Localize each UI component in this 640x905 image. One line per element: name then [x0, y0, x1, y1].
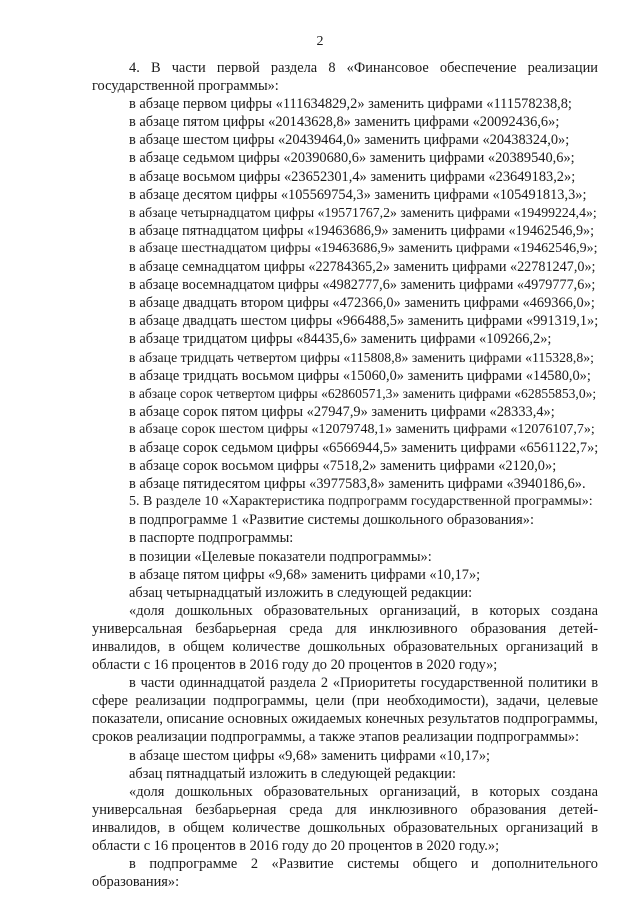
paragraph: в абзаце восемнадцатом цифры «4982777,6» заменить цифрами «4979777,6»; [129, 277, 596, 294]
paragraph: в подпрограмме 1 «Развитие системы дошкольного образования»: [129, 512, 534, 529]
paragraph: в абзаце двадцать втором цифры «472366,0» заменить цифрами «469366,0»; [129, 295, 595, 312]
paragraph: в абзаце сорок шестом цифры «12079748,1» заменить цифрами «12076107,7»; [129, 421, 595, 437]
paragraph: в абзаце шестом цифры «20439464,0» заменить цифрами «20438324,0»; [129, 132, 570, 149]
paragraph: в абзаце шестом цифры «9,68» заменить цифрами «10,17»; [129, 747, 491, 764]
paragraph: в абзаце сорок седьмом цифры «6566944,5» заменить цифрами «6561122,7»; [129, 439, 599, 456]
paragraph: в абзаце пятнадцатом цифры «19463686,9» заменить цифрами «19462546,9»; [129, 222, 595, 239]
paragraph: в абзаце шестнадцатом цифры «19463686,9» заменить цифрами «19462546,9»; [129, 240, 598, 256]
paragraph: в абзаце тридцатом цифры «84435,6» заменить цифрами «109266,2»; [129, 331, 552, 348]
paragraph: в абзаце двадцать шестом цифры «966488,5» заменить цифрами «991319,1»; [129, 313, 599, 330]
page-number: 2 [316, 34, 324, 49]
paragraph: в части одиннадцатой раздела 2 «Приоритеты государственной политики в сфере реализации подпрограммы, цели (при необходимости), задачи, целевые показатели, описание основных ожидаемых конечных результатов подпрограммы, сроков реализации подпрограммы, а также этапов реализации подпрограммы»: [92, 675, 598, 746]
paragraph: в абзаце сорок четвертом цифры «62860571,3» заменить цифрами «62855853,0»; [129, 385, 597, 401]
paragraph: в абзаце пятом цифры «9,68» заменить цифрами «10,17»; [129, 566, 481, 583]
paragraph: в абзаце семнадцатом цифры «22784365,2» заменить цифрами «22781247,0»; [129, 259, 596, 276]
paragraph: в абзаце восьмом цифры «23652301,4» заменить цифрами «23649183,2»; [129, 168, 576, 185]
paragraph: 5. В разделе 10 «Характеристика подпрограмм государственной программы»: [129, 494, 593, 510]
paragraph: в абзаце седьмом цифры «20390680,6» заменить цифрами «20389540,6»; [129, 150, 575, 167]
paragraph: в паспорте подпрограммы: [129, 530, 294, 547]
paragraph: «доля дошкольных образовательных организаций, в которых создана универсальная безбарьерная среда для инклюзивного образования детей-инвалидов, в общем количестве дошкольных образовательных организаций в области с 16 процентов в 2016 году до 20 процентов в 2020 году»; [92, 602, 598, 674]
paragraph: 4. В части первой раздела 8 «Финансовое обеспечение реализации государственной программы»: [92, 60, 598, 95]
paragraph: в абзаце пятом цифры «20143628,8» заменить цифрами «20092436,6»; [129, 114, 560, 131]
paragraph: в абзаце сорок пятом цифры «27947,9» заменить цифрами «28333,4»; [129, 403, 555, 420]
paragraph: в абзаце пятидесятом цифры «3977583,8» заменить цифрами «3940186,6». [129, 476, 586, 493]
paragraph: абзац четырнадцатый изложить в следующей редакции: [129, 584, 473, 601]
document-body [92, 59, 598, 891]
paragraph: в абзаце тридцать восьмом цифры «15060,0» заменить цифрами «14580,0»; [129, 367, 591, 384]
paragraph: в абзаце десятом цифры «105569754,3» заменить цифрами «105491813,3»; [129, 186, 587, 203]
paragraph: «доля дошкольных образовательных организаций, в которых создана универсальная безбарьерная среда для инклюзивного образования детей-инвалидов, в общем количестве дошкольных образовательных организаций в области с 16 процентов в 2016 году до 20 процентов в 2020 году.»; [92, 783, 598, 855]
paragraph: в абзаце четырнадцатом цифры «19571767,2» заменить цифрами «19499224,4»; [129, 204, 597, 220]
paragraph: в абзаце тридцать четвертом цифры «115808,8» заменить цифрами «115328,8»; [129, 349, 594, 365]
paragraph: в подпрограмме 2 «Развитие системы общего и дополнительного образования»: [92, 856, 598, 891]
paragraph: абзац пятнадцатый изложить в следующей редакции: [129, 765, 456, 782]
paragraph: в абзаце сорок восьмом цифры «7518,2» заменить цифрами «2120,0»; [129, 458, 557, 475]
paragraph: в позиции «Целевые показатели подпрограммы»: [129, 548, 432, 565]
paragraph: в абзаце первом цифры «111634829,2» заменить цифрами «111578238,8; [129, 96, 572, 113]
